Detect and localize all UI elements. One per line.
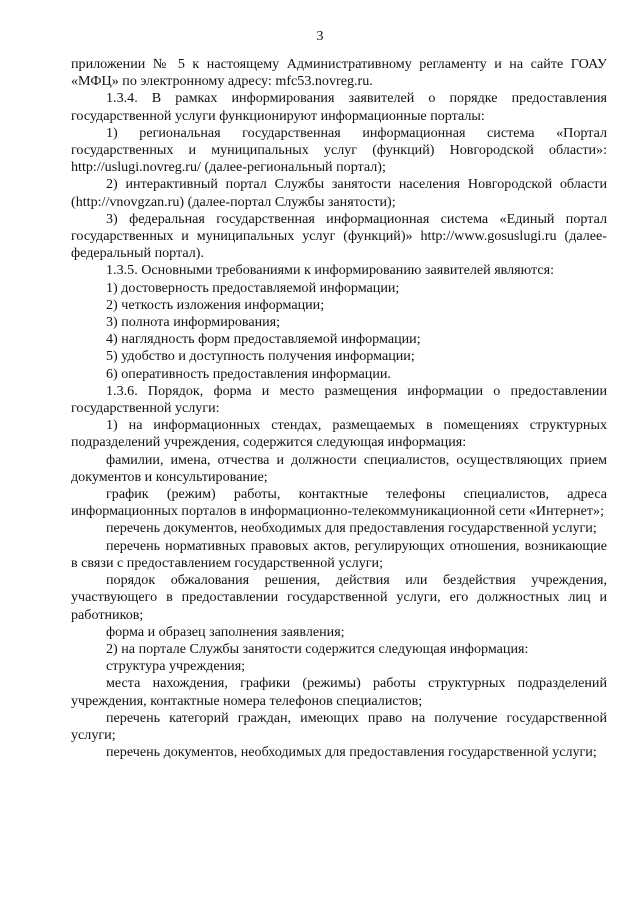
paragraph-1-3-6: 1.3.6. Порядок, форма и место размещения информации о предоставлении государственной услуги: [71,382,607,417]
paragraph-documents-list-2: перечень документов, необходимых для предоставления государственной услуги; [106,744,597,761]
paragraph-employment-portal: 2) интерактивный портал Службы занятости населения Новгородской области (http://vnovgzan.ru) (далее-портал Службы занятости); [71,176,607,210]
list-item-reliability: 1) достоверность предоставляемой информации; [106,279,400,296]
page-number: 3 [316,29,324,44]
paragraph-schedule: график (режим) работы, контактные телефоны специалистов, адреса информационных порталов в информационно-телекоммуникационной сети «Интернет»; [71,486,607,520]
list-item-accessibility: 5) удобство и доступность получения информации; [106,348,415,365]
document-body [71,56,607,761]
paragraph-citizen-categories: перечень категорий граждан, имеющих право на получение государственной услуги; [71,709,607,743]
paragraph-locations: места нахождения, графики (режимы) работы структурных подразделений учреждения, контактные номера телефонов специалистов; [71,675,607,709]
paragraph-employment-portal-info: 2) на портале Службы занятости содержится следующая информация: [106,640,529,657]
paragraph-legal-acts: перечень нормативных правовых актов, регулирующих отношения, возникающие в связи с предоставлением государственной услуги; [71,537,607,571]
paragraph-specialists: фамилии, имена, отчества и должности специалистов, осуществляющих прием документов и консультирование; [71,451,607,485]
paragraph-appeal-procedure: порядок обжалования решения, действия или бездействия учреждения, участвующего в предоставлении государственной услуги, его должностных лиц и работников; [71,572,607,623]
paragraph-1-3-5: 1.3.5. Основными требованиями к информированию заявителей являются: [106,262,554,279]
paragraph-info-stands: 1) на информационных стендах, размещаемых в помещениях структурных подразделений учреждения, содержится следующая информация: [71,417,607,451]
paragraph-application-form: форма и образец заполнения заявления; [106,623,345,640]
list-item-completeness: 3) полнота информирования; [106,314,281,331]
paragraph-federal-portal: 3) федеральная государственная информационная система «Единый портал государственных и муниципальных услуг (функций)» http://www.gosuslugi.ru (далее-федеральный портал). [71,210,607,262]
paragraph-documents-list: перечень документов, необходимых для предоставления государственной услуги; [106,520,597,537]
list-item-promptness: 6) оперативность предоставления информации. [106,365,391,382]
paragraph-regional-portal: 1) региональная государственная информационная система «Портал государственных и муниципальных услуг (функций) Новгородской области»: http://uslugi.novreg.ru/ (далее-региональный портал); [71,124,607,176]
list-item-visibility: 4) наглядность форм предоставляемой информации; [106,331,421,348]
paragraph-mfc-address: приложении № 5 к настоящему Административному регламенту и на сайте ГОАУ «МФЦ» по электронному адресу: mfc53.novreg.ru. [71,56,607,90]
paragraph-structure: структура учреждения; [106,658,246,675]
list-item-clarity: 2) четкость изложения информации; [106,296,325,313]
paragraph-1-3-4: 1.3.4. В рамках информирования заявителей о порядке предоставления государственной услуги функционируют информационные порталы: [71,90,607,124]
